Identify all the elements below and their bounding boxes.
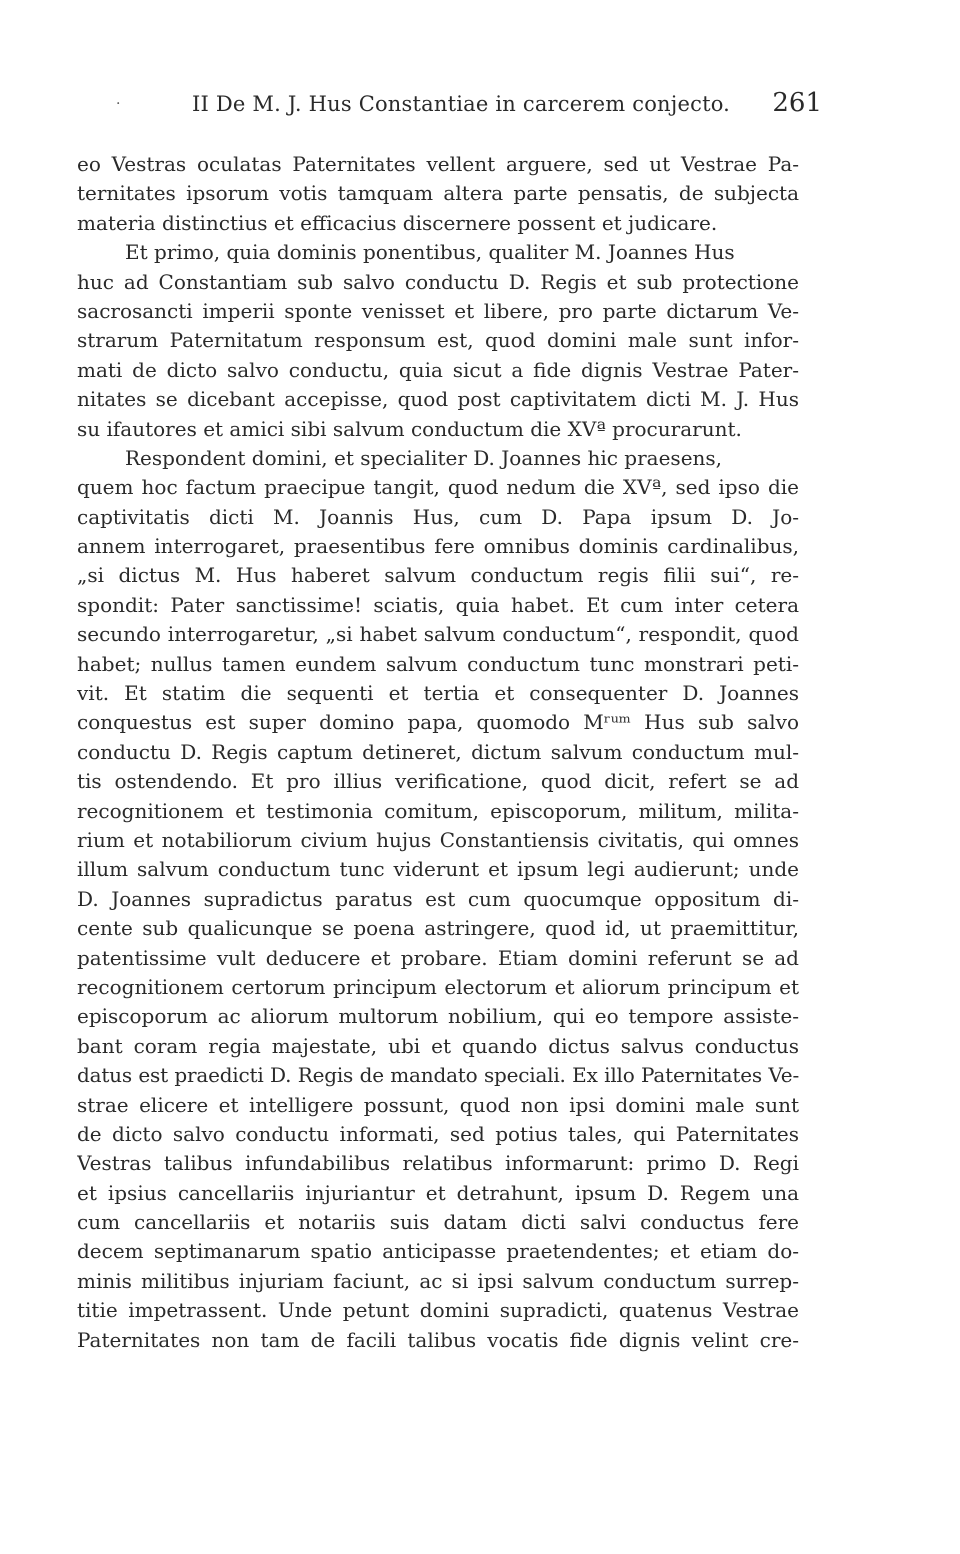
text-line: sacrosancti imperii sponte venisset et libere, pro parte dictarum Ve- [77,298,799,323]
text-line: Et primo, quia dominis ponentibus, qualiter M. Joannes Hus [125,240,735,265]
running-head [0,88,960,126]
text-line: Paternitates non tam de facili talibus vocatis fide dignis velint cre- [77,1327,799,1352]
text-line: Respondent domini, et specialiter D. Joannes hic praesens, [125,445,723,470]
text-line: conquestus est super domino papa, quomodo Mʳᵘᵐ Hus sub salvo [77,710,799,735]
text-line: huc ad Constantiam sub salvo conductu D. Regis et sub protectione [77,269,799,294]
text-line: cum cancellariis et notariis suis datam dicti salvi conductus fere [77,1210,799,1235]
text-line: et ipsius cancellariis injuriantur et detrahunt, ipsum D. Regem una [77,1180,799,1205]
text-line: captivitatis dicti M. Joannis Hus, cum D. Papa ipsum D. Jo- [77,504,799,529]
text-line: annem interrogaret, praesentibus fere omnibus dominis cardinalibus, [77,534,799,559]
text-line: cente sub qualicunque se poena astringere, quod id, ut praemittitur, [77,916,799,941]
text-line: rium et notabiliorum civium hujus Constantiensis civitatis, qui omnes [77,827,799,852]
text-line: patentissime vult deducere et probare. Etiam domini referunt se ad [77,945,799,970]
text-line: nitates se dicebant accepisse, quod post captivitatem dicti M. J. Hus [77,387,799,412]
text-line: recognitionem certorum principum electorum et aliorum principum et [77,974,799,999]
text-line: su ifautores et amici sibi salvum conductum die XVª procurarunt. [77,416,742,441]
text-line: minis militibus injuriam faciunt, ac si ipsi salvum conductum surrep- [77,1268,799,1293]
header-bullet: · [116,96,121,112]
text-line: eo Vestras oculatas Paternitates vellent arguere, sed ut Vestrae Pa- [77,152,799,176]
text-line: secundo interrogaretur, „si habet salvum conductum“, respondit, quod [77,622,799,647]
text-line: episcoporum ac aliorum multorum nobilium, qui eo tempore assiste- [77,1004,799,1029]
text-line: bant coram regia majestate, ubi et quando dictus salvus conductus [77,1033,799,1058]
text-line: spondit: Pater sanctissime! sciatis, quia habet. Et cum inter cetera [77,592,799,617]
text-line: datus est praedicti D. Regis de mandato speciali. Ex illo Paternitates Ve- [77,1063,799,1088]
text-line: materia distinctius et efficacius discernere possent et judicare. [77,210,718,235]
page-number: 261 [772,88,822,118]
text-line: recognitionem et testimonia comitum, episcoporum, militum, milita- [77,798,799,823]
text-line: ternitates ipsorum votis tamquam altera parte pensatis, de subjecta [77,181,799,206]
text-line: habet; nullus tamen eundem salvum conductum tunc monstrari peti- [77,651,799,676]
text-line: vit. Et statim die sequenti et tertia et consequenter D. Joannes [77,681,799,706]
text-line: strae elicere et intelligere possunt, quod non ipsi domini male sunt [77,1092,799,1117]
text-line: Vestras talibus infundabilibus relatibus informarunt: primo D. Regi [77,1151,799,1176]
text-line: quem hoc factum praecipue tangit, quod nedum die XVª, sed ipso die [77,475,799,500]
text-line: tis ostendendo. Et pro illius verificatione, quod dicit, refert se ad [77,769,799,794]
text-line: conductu D. Regis captum detineret, dictum salvum conductum mul- [77,739,799,764]
text-line: mati de dicto salvo conductu, quia sicut a fide dignis Vestrae Pater- [77,357,799,382]
text-line: decem septimanarum spatio anticipasse praetendentes; et etiam do- [77,1239,799,1264]
body-text [77,150,799,1355]
text-line: titie impetrassent. Unde petunt domini supradicti, quatenus Vestrae [77,1298,799,1323]
running-title: II De M. J. Hus Constantiae in carcerem conjecto. [192,92,731,116]
text-line: illum salvum conductum tunc viderunt et ipsum legi audierunt; unde [77,857,799,882]
text-line: D. Joannes supradictus paratus est cum quocumque oppositum di- [77,886,799,911]
text-line: de dicto salvo conductu informati, sed potius tales, qui Paternitates [77,1121,799,1146]
text-line: „si dictus M. Hus haberet salvum conductum regis filii sui“, re- [77,563,799,588]
text-line: strarum Paternitatum responsum est, quod domini male sunt infor- [77,328,799,353]
